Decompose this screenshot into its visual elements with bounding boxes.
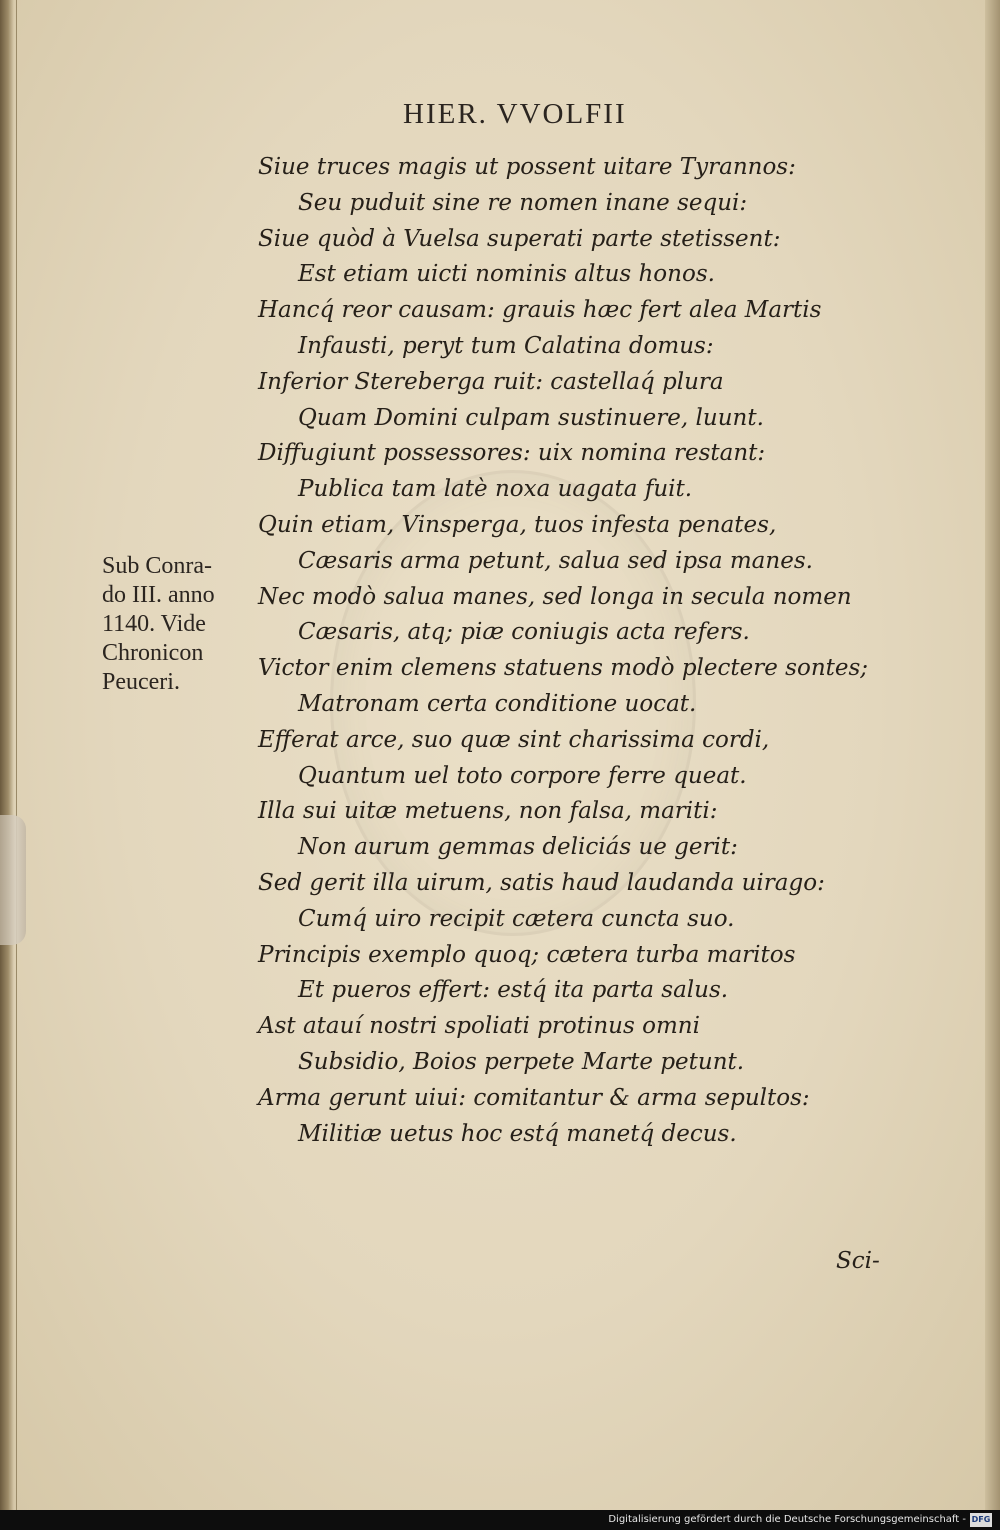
verse-line: Siue truces magis ut possent uitare Tyrannos: bbox=[258, 154, 796, 180]
verse-line: Quam Domini culpam sustinuere, luunt. bbox=[298, 404, 764, 431]
verse-line: Non aurum gemmas deliciás ue gerit: bbox=[298, 834, 738, 861]
page-fore-edge bbox=[985, 0, 1000, 1510]
marginal-note-line: 1140. Vide bbox=[102, 611, 206, 637]
verse-line: Infausti, peryt tum Calatina domus: bbox=[298, 332, 714, 359]
verse-line: Subsidio, Boios perpete Marte petunt. bbox=[298, 1048, 745, 1075]
verse-line: Quin etiam, Vinsperga, tuos infesta penates, bbox=[258, 511, 777, 538]
page-clamp bbox=[0, 815, 26, 945]
verse-line: Arma gerunt uiui: comitantur & arma sepultos: bbox=[258, 1084, 810, 1111]
verse-line: Quantum uel toto corpore ferre queat. bbox=[298, 762, 747, 789]
verse-line: Inferior Stereberga ruit: castellaq́ plura bbox=[258, 368, 724, 395]
marginal-note-line: Peuceri. bbox=[102, 669, 180, 695]
verse-line: Siue quòd à Vuelsa superati parte stetissent: bbox=[258, 225, 781, 252]
verse-line: Principis exemplo quoq; cætera turba maritos bbox=[258, 941, 796, 968]
poem-text bbox=[258, 150, 873, 1152]
verse-line: Matronam certa conditione uocat. bbox=[298, 690, 697, 717]
verse-line: Cumq́ uiro recipit cætera cuncta suo. bbox=[298, 905, 735, 932]
verse-line: Cæsaris arma petunt, salua sed ipsa manes. bbox=[298, 547, 813, 574]
dfg-logo-icon: DFG bbox=[970, 1513, 992, 1527]
digitization-footer bbox=[0, 1510, 1000, 1530]
catchword: Sci- bbox=[836, 1248, 880, 1274]
gutter-edge bbox=[16, 0, 17, 1510]
funding-credit: Digitalisierung gefördert durch die Deutsche Forschungsgemeinschaft - bbox=[608, 1514, 966, 1525]
verse-line: Nec modò salua manes, sed longa in secula nomen bbox=[258, 583, 852, 610]
marginal-note bbox=[102, 552, 215, 697]
marginal-note-line: Chronicon bbox=[102, 640, 204, 666]
verse-line: Hancq́ reor causam: grauis hæc fert alea Martis bbox=[258, 297, 822, 324]
verse-line: Sed gerit illa uirum, satis haud laudanda uirago: bbox=[258, 869, 825, 896]
verse-line: Publica tam latè noxa uagata fuit. bbox=[298, 476, 693, 503]
verse-line: Efferat arce, suo quæ sint charissima cordi, bbox=[258, 726, 770, 753]
marginal-note-line: do III. anno bbox=[102, 582, 215, 608]
running-head: HIER. VVOLFII bbox=[403, 98, 627, 130]
verse-line: Cæsaris, atq; piæ coniugis acta refers. bbox=[298, 619, 750, 646]
verse-line: Et pueros effert: estq́ ita parta salus. bbox=[298, 977, 729, 1004]
gutter-shadow bbox=[0, 0, 14, 1510]
verse-line: Est etiam uicti nominis altus honos. bbox=[298, 261, 715, 288]
marginal-note-line: Sub Conra- bbox=[102, 553, 212, 579]
verse-line: Illa sui uitæ metuens, non falsa, mariti: bbox=[258, 798, 718, 825]
verse-line: Victor enim clemens statuens modò plectere sontes; bbox=[258, 655, 869, 682]
verse-line: Diffugiunt possessores: uix nomina restant: bbox=[258, 440, 766, 467]
verse-line: Ast atauí nostri spoliati protinus omni bbox=[258, 1013, 700, 1040]
verse-line: Militiæ uetus hoc estq́ manetq́ decus. bbox=[298, 1120, 737, 1147]
verse-line: Seu puduit sine re nomen inane sequi: bbox=[298, 189, 748, 216]
